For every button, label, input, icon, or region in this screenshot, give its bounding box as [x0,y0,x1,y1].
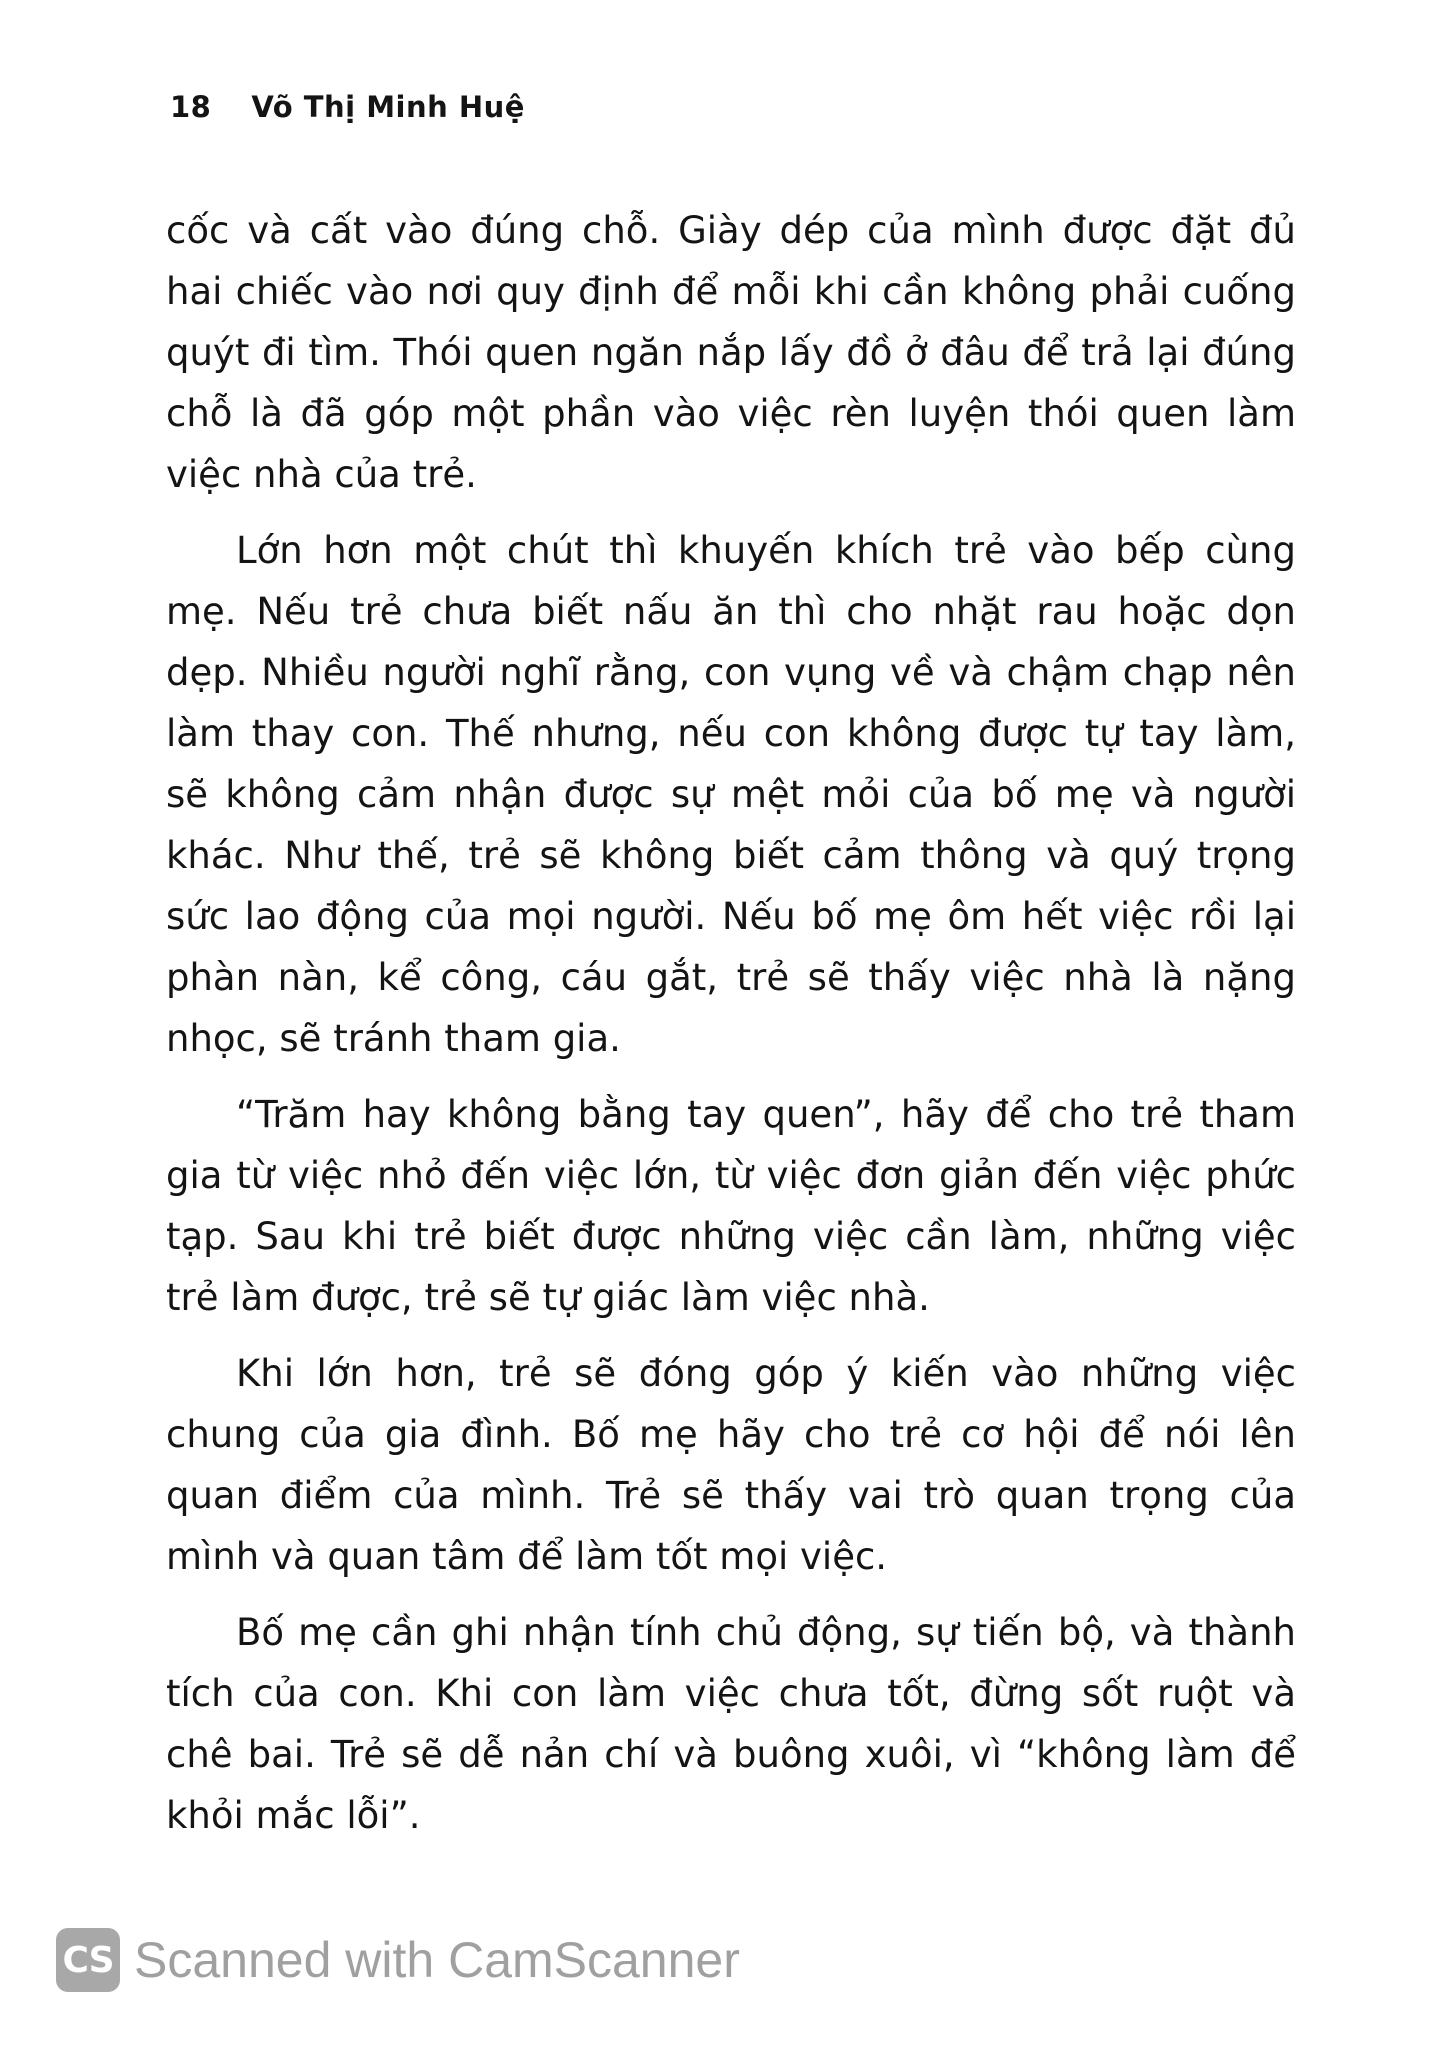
paragraph-4 [166,1343,1296,1587]
text-line: quýt đi tìm. Thói quen ngăn nắp lấy đồ ở đâu để trả lại đúng [166,331,1296,374]
camscanner-watermark [56,1928,740,1992]
page-number: 18 [170,90,212,124]
text-line: sẽ không cảm nhận được sự mệt mỏi của bố mẹ và người [166,773,1296,816]
text-line: mình và quan tâm để làm tốt mọi việc. [166,1535,888,1578]
watermark-text: Scanned with CamScanner [134,1932,740,1988]
running-head [170,90,525,124]
text-line: Lớn hơn một chút thì khuyến khích trẻ vào bếp cùng [236,529,1296,572]
text-line: phàn nàn, kể công, cáu gắt, trẻ sẽ thấy việc nhà là nặng [166,956,1296,999]
text-line: cốc và cất vào đúng chỗ. Giày dép của mình được đặt đủ [166,209,1296,252]
text-line: khỏi mắc lỗi”. [166,1794,421,1837]
paragraph-5 [166,1602,1296,1846]
text-line: “Trăm hay không bằng tay quen”, hãy để cho trẻ tham [236,1093,1296,1136]
paragraph-3 [166,1084,1296,1328]
text-line: gia từ việc nhỏ đến việc lớn, từ việc đơn giản đến việc phức [166,1154,1296,1197]
text-line: tạp. Sau khi trẻ biết được những việc cần làm, những việc [166,1215,1296,1258]
text-line: trẻ làm được, trẻ sẽ tự giác làm việc nhà. [166,1276,930,1319]
text-line: hai chiếc vào nơi quy định để mỗi khi cần không phải cuống [166,270,1296,313]
text-line: tích của con. Khi con làm việc chưa tốt, đừng sốt ruột và [166,1672,1296,1715]
text-line: dẹp. Nhiều người nghĩ rằng, con vụng về và chậm chạp nên [166,651,1296,694]
text-line: quan điểm của mình. Trẻ sẽ thấy vai trò quan trọng của [166,1474,1296,1517]
text-line: mẹ. Nếu trẻ chưa biết nấu ăn thì cho nhặt rau hoặc dọn [166,590,1296,633]
paragraph-2 [166,520,1296,1069]
author-name: Võ Thị Minh Huệ [251,90,525,124]
text-line: Bố mẹ cần ghi nhận tính chủ động, sự tiến bộ, và thành [236,1611,1296,1654]
text-line: chê bai. Trẻ sẽ dễ nản chí và buông xuôi, vì “không làm để [166,1733,1296,1776]
paragraph-1 [166,200,1296,505]
text-line: Khi lớn hơn, trẻ sẽ đóng góp ý kiến vào những việc [236,1352,1296,1395]
text-line: việc nhà của trẻ. [166,453,477,496]
text-line: khác. Như thế, trẻ sẽ không biết cảm thông và quý trọng [166,834,1296,877]
camscanner-logo-icon: CS [56,1928,120,1992]
text-line: sức lao động của mọi người. Nếu bố mẹ ôm hết việc rồi lại [166,895,1296,938]
body-text [166,200,1296,1861]
text-line: chỗ là đã góp một phần vào việc rèn luyện thói quen làm [166,392,1296,435]
text-line: làm thay con. Thế nhưng, nếu con không được tự tay làm, [166,712,1296,755]
text-line: chung của gia đình. Bố mẹ hãy cho trẻ cơ hội để nói lên [166,1413,1296,1456]
text-line: nhọc, sẽ tránh tham gia. [166,1017,621,1060]
